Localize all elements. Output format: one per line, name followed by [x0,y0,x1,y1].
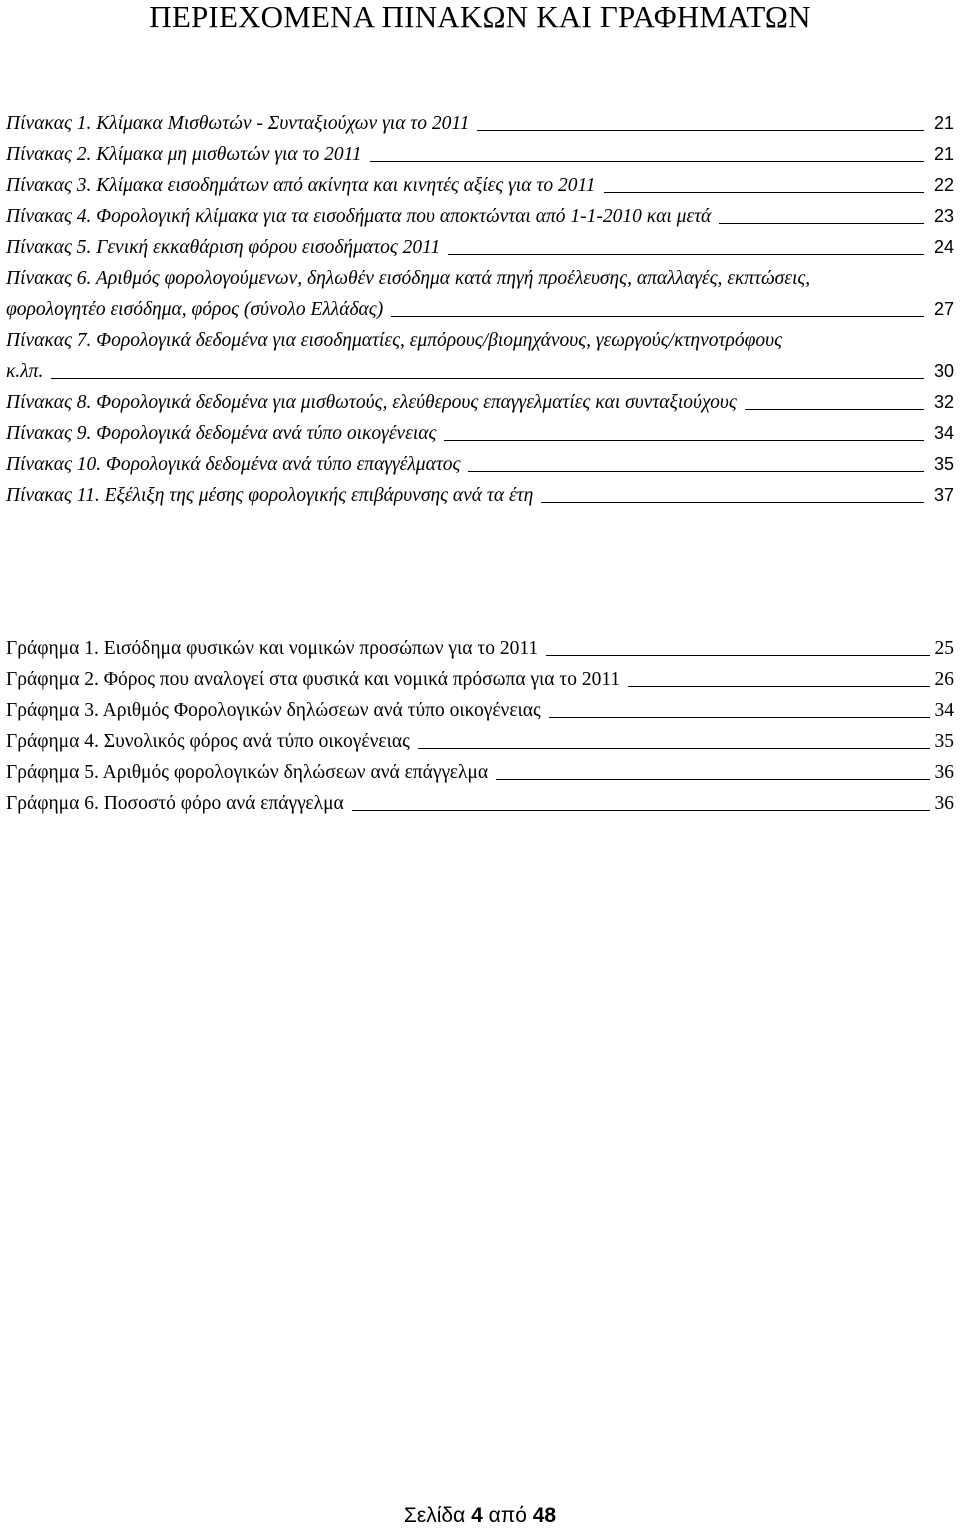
toc-page-number: 21 [933,144,954,164]
dot-leader [745,409,924,410]
toc-entry-graph-2[interactable] [6,664,954,695]
footer-total-pages: 48 [532,1504,557,1527]
toc-page-number: 35 [934,731,954,752]
toc-entry-graph-4[interactable] [6,726,954,757]
toc-entry-text: Πίνακας 11. Εξέλιξη της μέσης φορολογικής επιβάρυνσης ανά τα έτη [6,485,534,506]
dot-leader [496,779,930,780]
toc-entry-text: Πίνακας 3. Κλίμακα εισοδημάτων από ακίνητα και κινητές αξίες για το 2011 [6,175,596,196]
toc-page-number: 30 [933,361,954,381]
toc-page-number: 37 [933,485,954,505]
table-of-graphs [6,633,954,819]
toc-entry-table-8[interactable] [6,387,954,418]
dot-leader [418,748,930,749]
toc-entry-graph-1[interactable] [6,633,954,664]
dot-leader [477,130,924,131]
dot-leader [444,440,924,441]
toc-entry-text-line-2: κ.λπ. [6,361,44,382]
toc-entry-graph-5[interactable] [6,757,954,788]
dot-leader [546,655,930,656]
page-title: ΠΕΡΙΕΧΟΜΕΝΑ ΠΙΝΑΚΩΝ ΚΑΙ ΓΡΑΦΗΜΑΤΩΝ [149,0,811,34]
toc-entry-table-4[interactable] [6,201,954,232]
table-of-tables [6,108,954,511]
toc-page-number: 26 [934,669,954,690]
dot-leader [51,378,924,379]
toc-page-number: 21 [933,113,954,133]
toc-entry-text: Γράφημα 2. Φόρος που αναλογεί στα φυσικά και νομικά πρόσωπα για το 2011 [6,669,621,690]
toc-entry-text: Γράφημα 4. Συνολικός φόρος ανά τύπο οικογένειας [6,731,410,752]
toc-entry-text: Πίνακας 10. Φορολογικά δεδομένα ανά τύπο επαγγέλματος [6,454,461,475]
toc-entry-table-3[interactable] [6,170,954,201]
toc-entry-text: Πίνακας 1. Κλίμακα Μισθωτών - Συνταξιούχων για το 2011 [6,113,470,134]
toc-entry-graph-3[interactable] [6,695,954,726]
toc-page-number: 24 [933,237,954,257]
toc-entry-text: Γράφημα 1. Εισόδημα φυσικών και νομικών προσώπων για το 2011 [6,638,539,659]
toc-entry-table-10[interactable] [6,449,954,480]
dot-leader [448,254,924,255]
toc-entry-text-line-1: Πίνακας 6. Αριθμός φορολογούμενων, δηλωθέν εισόδημα κατά πηγή προέλευσης, απαλλαγές, εκπτώσεις, [6,268,811,289]
toc-entry-text-line-2: φορολογητέο εισόδημα, φόρος (σύνολο Ελλάδας) [6,299,384,320]
dot-leader [391,316,924,317]
toc-entry-text: Γράφημα 6. Ποσοστό φόρο ανά επάγγελμα [6,793,344,814]
toc-entry-text: Πίνακας 8. Φορολογικά δεδομένα για μισθωτούς, ελεύθερους επαγγελματίες και συνταξιούχους [6,392,737,413]
footer-current-page: 4 [471,1504,483,1527]
toc-entry-table-6[interactable] [6,263,954,325]
toc-entry-table-9[interactable] [6,418,954,449]
dot-leader [604,192,925,193]
page-footer [0,1503,960,1529]
dot-leader [719,223,924,224]
toc-entry-text: Γράφημα 5. Αριθμός φορολογικών δηλώσεων ανά επάγγελμα [6,762,489,783]
toc-entry-table-5[interactable] [6,232,954,263]
toc-page-number: 32 [933,392,954,412]
footer-of-label: από [488,1504,527,1527]
dot-leader [352,810,930,811]
dot-leader [541,502,924,503]
toc-page-number: 35 [933,454,954,474]
toc-entry-text: Πίνακας 2. Κλίμακα μη μισθωτών για το 2011 [6,144,362,165]
dot-leader [628,686,930,687]
toc-page-number: 23 [933,206,954,226]
toc-entry-text: Πίνακας 9. Φορολογικά δεδομένα ανά τύπο οικογένειας [6,423,437,444]
dot-leader [468,471,924,472]
toc-page-number: 27 [933,299,954,319]
toc-entry-table-1[interactable] [6,108,954,139]
toc-entry-text: Πίνακας 4. Φορολογική κλίμακα για τα εισοδήματα που αποκτώνται από 1-1-2010 και μετά [6,206,712,227]
toc-entry-table-2[interactable] [6,139,954,170]
dot-leader [549,717,930,718]
toc-entry-text: Πίνακας 5. Γενική εκκαθάριση φόρου εισοδήματος 2011 [6,237,441,258]
toc-page-number: 36 [934,762,954,783]
toc-page-number: 34 [934,700,954,721]
dot-leader [370,161,924,162]
toc-entry-text: Γράφημα 3. Αριθμός Φορολογικών δηλώσεων ανά τύπο οικογένειας [6,700,541,721]
toc-page-number: 22 [933,175,954,195]
toc-entry-graph-6[interactable] [6,788,954,819]
toc-page-number: 34 [933,423,954,443]
toc-entry-text-line-1: Πίνακας 7. Φορολογικά δεδομένα για εισοδηματίες, εμπόρους/βιομηχάνους, γεωργούς/κτηνοτρόφους [6,330,782,351]
toc-page-number: 25 [934,638,954,659]
toc-entry-table-7[interactable] [6,325,954,387]
footer-page-label: Σελίδα [403,1504,466,1527]
toc-page-number: 36 [934,793,954,814]
toc-entry-table-11[interactable] [6,480,954,511]
